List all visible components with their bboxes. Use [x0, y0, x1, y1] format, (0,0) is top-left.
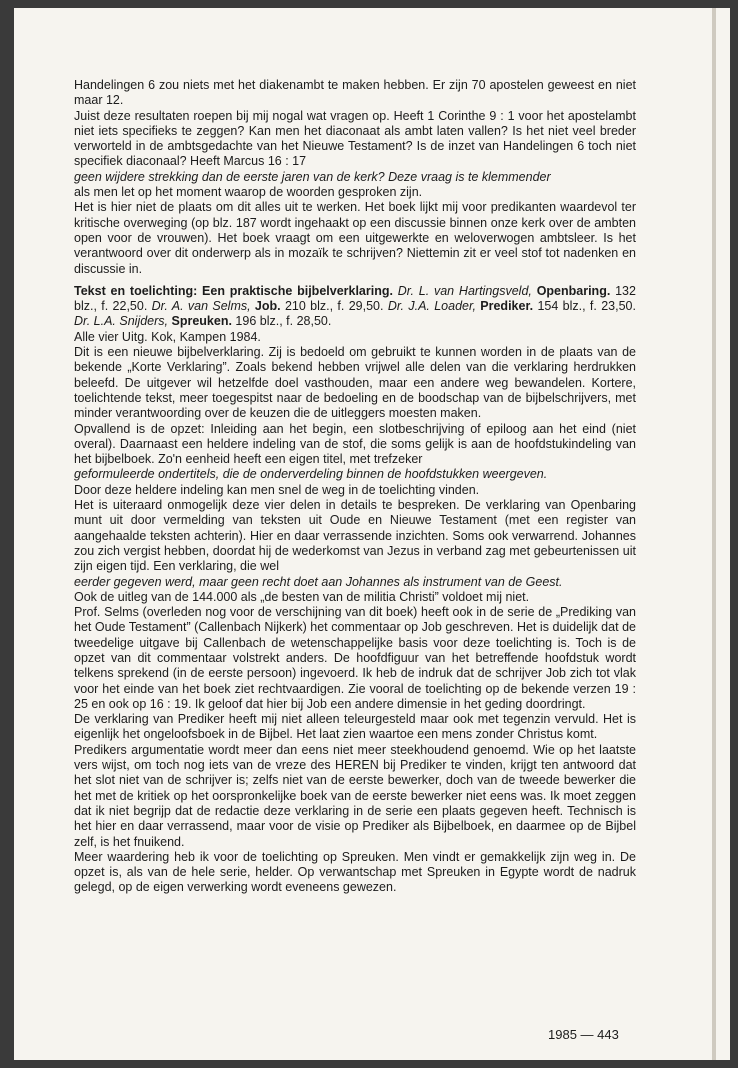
- page-spine: [712, 8, 716, 1060]
- paragraph: Het is hier niet de plaats om dit alles uit te werken. Het boek lijkt mij voor predikanten waardevol ter kritische overweging (op blz. 187 wordt ingehaakt op een discussie binnen onze kerk over de ambten open voor de vrouwen). Het boek vraagt om een uitgewerkte en weloverwogen ambtsleer. Is het verantwoord over dit onderwerp als in mozaïk te schrijven? Niettemin zit er veel stof tot nadenken en discussie in.: [74, 200, 636, 276]
- author: Dr. J.A. Loader,: [387, 299, 476, 314]
- paragraph: Meer waardering heb ik voor de toelichting op Spreuken. Men vindt er gemakkelijk zijn weg in. De opzet is, als van de hele serie, helder. Op verwantschap met Spreuken in Egypte wordt de nadruk gelegd, op de eigen verwerking wordt eveneens gewezen.: [74, 849, 636, 895]
- paragraph-italic: geformuleerde ondertitels, die de onderverdeling binnen de hoofdstukken weergeven.: [74, 467, 548, 482]
- book-title: Spreuken.: [171, 314, 232, 329]
- paragraph: Door deze heldere indeling kan men snel de weg in de toelichting vinden.: [74, 482, 480, 497]
- author: Dr. A. van Selms,: [151, 299, 251, 314]
- paragraph: Juist deze resultaten roepen bij mij nogal wat vragen op. Heeft 1 Corinthe 9 : 1 voor het apostelambt niet iets specifieks te zeggen? Kan men het diaconaat als ambt laten vallen? Is het niet veel breder verworteld in de ambtsgedachte van het Nieuwe Testament? Is de inzet van Handelingen 6 toch niet specifiek diaconaal? Heeft Marcus 16 : 17: [74, 108, 636, 169]
- paragraph-italic: eerder gegeven werd, maar geen recht doet aan Johannes als instrument van de Geest.: [74, 574, 563, 589]
- paragraph: Predikers argumentatie wordt meer dan eens niet meer steekhoudend genoemd. Wie op het laatste vers wijst, om toch nog iets van de vreze des HEREN bij Prediker te vinden, krijgt ten antwoord dat het slot niet van de schrijver is; zelfs niet van de eerste bewerker, doch van de tweede bewerker die het met de kritiek op het oorspronkelijke boek van de eerste bewerker niet eens was. Ik moet zeggen dat ik niet begrijp dat de redactie deze verklaring in de serie een plaats gegeven heeft. Technisch is het hier en daar verrassend, maar voor de visie op Prediker als Bijbelboek, en daarmee op de Bijbel zelf, is het fnuikend.: [74, 742, 636, 849]
- article-body: [74, 78, 636, 896]
- review-heading: [74, 284, 636, 330]
- publisher-line: Alle vier Uitg. Kok, Kampen 1984.: [74, 329, 261, 344]
- paragraph: De verklaring van Prediker heeft mij niet alleen teleurgesteld maar ook met tegenzin vervuld. Het is eigenlijk het ongeloofsboek in de Bijbel. Het laat zien waartoe een mens zonder Christus komt.: [74, 712, 636, 742]
- paragraph: als men let op het moment waarop de woorden gesproken zijn.: [74, 185, 423, 200]
- book-price: 196 blz., f. 28,50.: [235, 314, 332, 329]
- paragraph: Ook de uitleg van de 144.000 als „de besten van de militia Christi” voldoet mij niet.: [74, 589, 530, 604]
- author: Dr. L.A. Snijders,: [74, 314, 169, 329]
- book-price: 154 blz., f. 23,50.: [537, 299, 636, 314]
- paragraph: Handelingen 6 zou niets met het diakenambt te maken hebben. Er zijn 70 apostelen geweest en niet maar 12.: [74, 78, 636, 108]
- author: Dr. L. van Hartingsveld,: [397, 283, 532, 298]
- paragraph: Prof. Selms (overleden nog voor de verschijning van dit boek) heeft ook in de serie de „Prediking van het Oude Testament” (Callenbach Nijkerk) het commentaar op Job geschreven. Het is duidelijk dat de tweedelige uitgave bij Callenbach de wetenschappelijke basis voor deze toelichting is. Toch is de opzet van dit commentaar volstrekt anders. De hoofdfiguur van het betreffende hoofdstuk wordt telkens sprekend (in de eerste persoon) ingevoerd. Ik heb de indruk dat de schrijver Job zich tot vlak voor het einde van het boek ziet rechtvaardigen. Zie vooral de toelichting op de bekende verzen 19 : 25 en ook op 16 : 19. Ik geloof dat hier bij Job een andere dimensie in het geding doordringt.: [74, 605, 636, 711]
- book-title: Prediker.: [480, 299, 534, 314]
- book-title: Job.: [254, 299, 281, 314]
- book-price: 210 blz., f. 29,50.: [284, 299, 384, 314]
- paragraph: Opvallend is de opzet: Inleiding aan het begin, een slotbeschrijving of epiloog aan het eind (niet overal). Daarnaast een heldere indeling van de stof, die soms gelijk is aan de hoofdstukindeling van het bijbelboek. Zo'n eenheid heeft een eigen titel, met trefzeker: [74, 421, 636, 467]
- book-title: Openbaring.: [536, 283, 611, 298]
- paragraph: Dit is een nieuwe bijbelverklaring. Zij is bedoeld om gebruikt te kunnen worden in de plaats van de bekende „Korte Verklaring”. Zoals bekend hebben vrijwel alle delen van die verklaring herdrukken beleefd. De uitgever wil hetzelfde doel vasthouden, maar een andere weg bewandelen. Kortere, toelichtende tekst, meer toegespitst naar de bedoeling en de boodschap van de bijbelschrijvers, met minder verantwoording over de keuzen die de uitleggers moesten maken.: [74, 345, 636, 421]
- paragraph-italic: geen wijdere strekking dan de eerste jaren van de kerk? Deze vraag is te klemmender: [74, 169, 551, 184]
- paragraph: Het is uiteraard onmogelijk deze vier delen in details te bespreken. De verklaring van Openbaring munt uit door vermelding van teksten uit Oude en Nieuwe Testament (met een register van aangehaalde teksten achterin). Hier en daar verrassende inzichten. Soms ook verwarrend. Johannes zou zich vergist hebben, doordat hij de wederkomst van Jezus in verband zag met gebeurtenissen uit zijn eigen tijd. Een verklaring, die wel: [74, 498, 636, 574]
- book-price: 132 blz., f. 22,50.: [74, 283, 636, 314]
- series-title: Tekst en toelichting: Een praktische bijbelverklaring.: [74, 283, 393, 298]
- page-number: 1985 — 443: [548, 1027, 619, 1042]
